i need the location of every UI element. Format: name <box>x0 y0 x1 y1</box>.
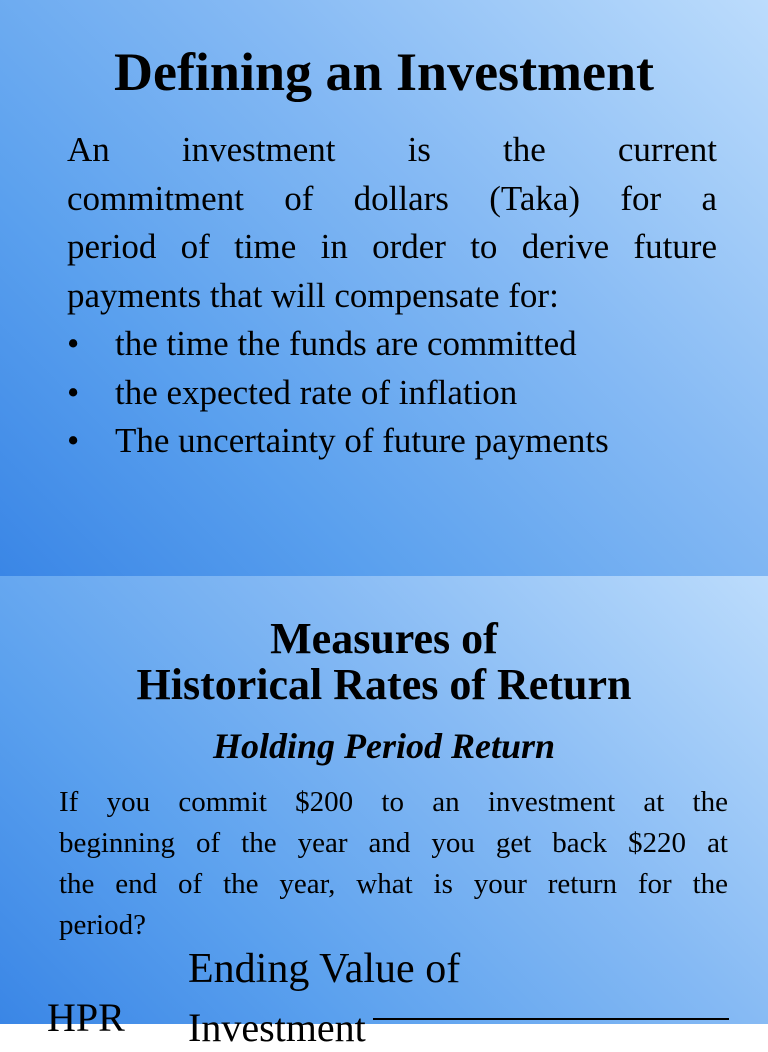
paragraph-line: period? <box>59 909 146 941</box>
paragraph-line: If you commit $200 to an investment at the <box>59 786 728 818</box>
slide-title <box>0 616 768 708</box>
paragraph-line: beginning of the year and you get back $220 at <box>59 827 728 859</box>
bullet-text: the expected rate of inflation <box>115 372 518 412</box>
title-line: Historical Rates of Return <box>136 660 632 709</box>
bullet-item <box>67 369 717 418</box>
formula-lhs: HPR <box>47 995 125 1040</box>
paragraph-line: the end of the year, what is your return for the <box>59 868 728 900</box>
paragraph-line: payments that will compensate for: <box>67 275 559 315</box>
bullet-text: The uncertainty of future payments <box>115 421 609 460</box>
slide-subtitle: Holding Period Return <box>212 726 556 766</box>
bullet-icon: • <box>67 372 80 412</box>
title-line: Measures of <box>270 614 498 663</box>
bullet-icon: • <box>67 324 80 363</box>
paragraph-line: An investment is the current <box>67 130 717 169</box>
slide-title: Defining an Investment <box>113 42 655 102</box>
bullet-item <box>67 320 717 369</box>
bullet-text: the time the funds are committed <box>115 324 577 363</box>
slide-body <box>59 782 728 946</box>
bullet-list <box>67 320 717 466</box>
formula-numerator-continued: Investment <box>188 1005 366 1050</box>
fraction-line <box>373 1018 729 1020</box>
formula-numerator: Ending Value of <box>188 946 461 992</box>
paragraph-line: commitment of dollars (Taka) for a <box>67 178 717 218</box>
bullet-icon: • <box>67 421 80 460</box>
slide-body <box>67 126 717 466</box>
slide-historical-returns <box>0 576 768 1050</box>
bullet-item <box>67 417 717 466</box>
paragraph-line: period of time in order to derive future <box>67 227 717 266</box>
